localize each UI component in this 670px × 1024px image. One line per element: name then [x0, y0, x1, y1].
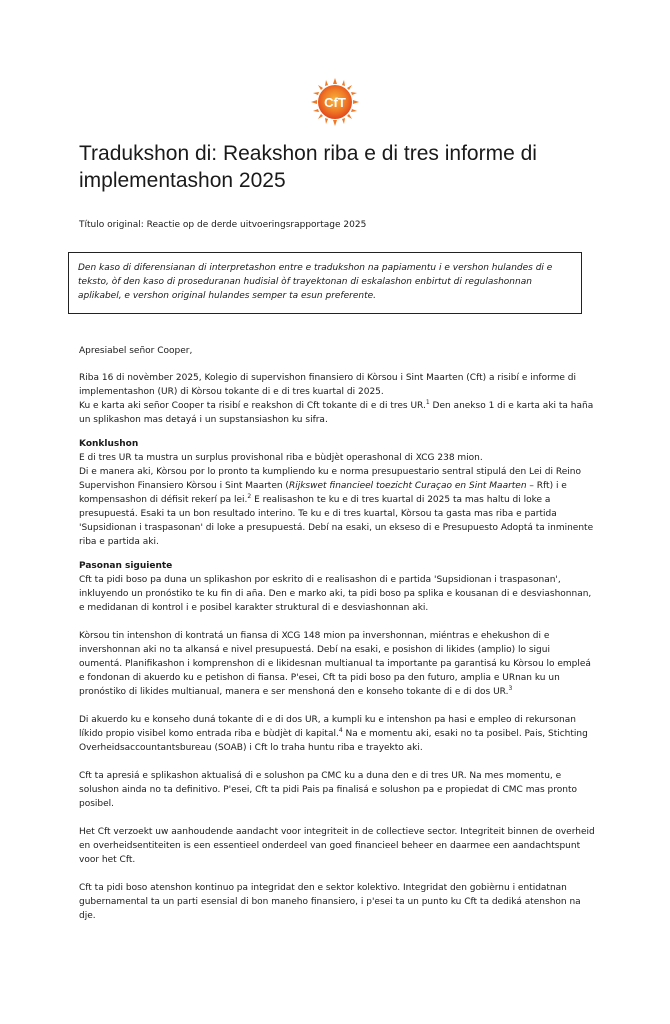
- logo-text: CfT: [324, 95, 346, 110]
- footnote-ref-2[interactable]: 2: [247, 493, 252, 500]
- heading-konklushon: Konklushon: [79, 439, 139, 449]
- footnote-ref-3[interactable]: 3: [508, 685, 513, 692]
- pasonan-paragraph-6: Cft ta pidi boso atenshon kontinuo pa integridat den e sektor kolektivo. Integridat den gobièrnu i entidatnan gubernamental ta un parti esensial di bon maneho finansiero, i p'esei ta un punto ku Cft ta dediká atenshon na dje.: [79, 883, 581, 921]
- salutation: Apresiabel señor Cooper,: [79, 346, 193, 356]
- konklushon-paragraph-1: E di tres UR ta mustra un surplus provishonal riba e bùdjèt operashonal di XCG 238 mion.: [79, 453, 483, 463]
- pasonan-paragraph-2: Kòrsou tin intenshon di kontratá un fiansa di XCG 148 mion pa invershonnan, miéntras e ehekushon di e invershonnan aki no ta alkansá e nivel presupuestá. Debí na esaki, e posishon di likides (amplio) lo sigui oumentá. Planifikashon i komprenshon di e likidesnan multianual ta importante pa garantisá ku Kòrsou lo empleá e fondonan di akuerdo ku e petishon di fiansa. P'esei, Cft ta pidi boso pa den futuro, amplia e URnan ku un pronóstiko di likides multianual, manera e ser menshoná den e konseho tokante di e di dos UR.$^3$: [79, 631, 591, 697]
- pasonan-paragraph-4: Cft ta apresiá e splikashon aktualisá di e solushon pa CMC ku a duna den e di tres UR. Na mes momentu, e solushon ainda no ta definitivo. P'esei, Cft ta pidi Pais pa finalisá e solushon pa e propiedat di CMC mas pronto posibel.: [79, 771, 577, 809]
- footnote-ref-4[interactable]: 4: [338, 727, 343, 734]
- pasonan-paragraph-3: Di akuerdo ku e konseho duná tokante di e di dos UR, a kumpli ku e intenshon pa hasi e empleo di rekursonan líkido propio visibel komo entrada riba e bùdjèt di kapital.$^4$ Na e momentu aki, esaki no ta posibel. Pais, Stichting Overheidsaccountantsbureau (SOAB) i Cft lo traha huntu riba e trayekto aki.: [79, 715, 588, 753]
- cft-logo: [311, 78, 359, 126]
- page-title: Tradukshon di: Reakshon riba e di tres informe di implementashon 2025: [79, 142, 537, 192]
- heading-pasonan-siguiente: Pasonan siguiente: [79, 561, 173, 571]
- translation-notice: Den kaso di diferensianan di interpretashon entre e tradukshon na papiamentu i e vershon hulandes di e teksto, òf den kaso di proseduranan hudisial òf trayektonan di eskalashon enbirtut di regulashonnan aplikabel, e vershon original hulandes semper ta esun preferente.: [68, 252, 582, 314]
- intro-paragraph-2: Ku e karta aki señor Cooper ta risibí e reakshon di Cft tokante di e di tres UR.$^1$ Den anekso 1 di e karta aki ta haña un splikashon mas detayá i un supstansiashon ku sifra.: [79, 399, 594, 425]
- letter-body: [79, 344, 595, 923]
- footnote-ref-1[interactable]: 1: [425, 399, 430, 406]
- intro-paragraph-1: Riba 16 di novèmber 2025, Kolegio di supervishon finansiero di Kòrsou i Sint Maarten (Cft) a risibí e informe di implementashon (UR) di Kòrsou tokante di e di tres kuartal di 2025.: [79, 373, 577, 397]
- pasonan-paragraph-1: Cft ta pidi boso pa duna un splikashon por eskrito di e realisashon di e partida 'Supsidionan i traspasonan', inkluyendo un pronóstiko te ku fin di aña. Den e marko aki, ta pidi boso pa splika e kousanan di e desviashonnan, e medidanan di kontrol i e posibel karakter struktural di e desviashonnan aki.: [79, 575, 592, 613]
- pasonan-paragraph-5: Het Cft verzoekt uw aanhoudende aandacht voor integriteit in de collectieve sector. Integriteit binnen de overheid en overheidsentiteiten is een essentieel onderdeel van goed financieel beheer en daarmee een aandachtspunt voor het Cft.: [79, 827, 595, 865]
- konklushon-paragraph-2: Di e manera aki, Kòrsou por lo pronto ta kumpliendo ku e norma presupuestario sentral stipulá den Lei di Reino Supervishon Finansiero Kòrsou i Sint Maarten (Rijkswet financieel toezicht Curaçao en Sint Maarten – Rft) i e kompensashon di défisit rekerí pa lei.$^2$ E realisashon te ku e di tres kuartal di 2025 ta mas haltu di loke a presupuestá. Esaki ta un bon resultado interino. Te ku e di tres kuartal, Kòrsou ta gasta mas riba e partida 'Supsidionan i traspasonan' di loke a presupuestá. Debí na esaki, un ekseso di e Presupuesto Adoptá ta inminente riba e partida aki.: [79, 467, 594, 547]
- original-title: Título original: Reactie op de derde uitvoeringsrapportage 2025: [79, 220, 367, 230]
